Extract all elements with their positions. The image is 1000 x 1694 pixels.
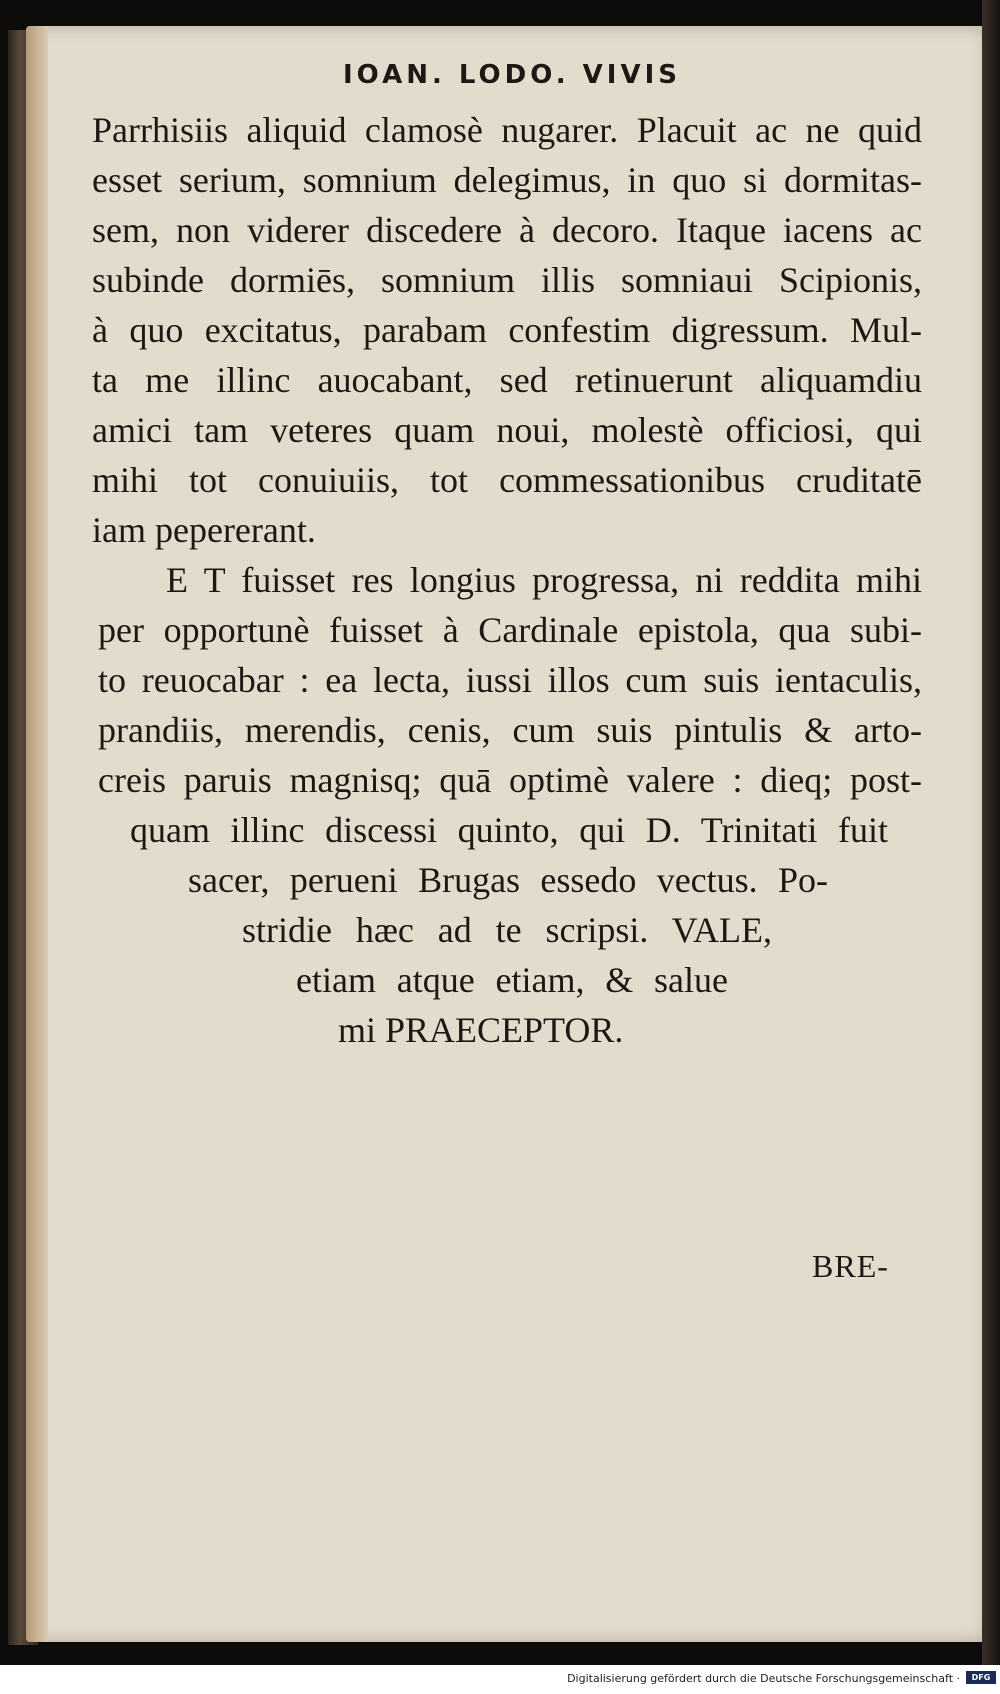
- dfg-logo: DFG: [966, 1671, 996, 1684]
- text-line: mihi tot conuiuiis, tot commessationibus cruditatē: [92, 460, 922, 500]
- text-line: creis paruis magnisq; quā optimè valere : dieq; post-: [98, 760, 922, 800]
- text-line: stridie hæc ad te scripsi. VALE,: [242, 910, 772, 950]
- text-line: Parrhisiis aliquid clamosè nugarer. Placuit ac ne quid: [92, 110, 922, 150]
- text-line: iam pepererant.: [92, 510, 316, 550]
- text-line: to reuocabar : ea lecta, iussi illos cum suis ientaculis,: [98, 660, 922, 700]
- text-line: per opportunè fuisset à Cardinale epistola, qua subi-: [98, 610, 922, 650]
- text-line: E T fuisset res longius progressa, ni reddita mihi: [166, 560, 922, 600]
- catchword: BRE-: [812, 1248, 889, 1284]
- footer-bar: [0, 1665, 1000, 1694]
- text-line: mi PRAECEPTOR.: [338, 1010, 624, 1050]
- text-line: esset serium, somnium delegimus, in quo si dormitas-: [92, 160, 922, 200]
- text-line: sem, non viderer discedere à decoro. Itaque iacens ac: [92, 210, 922, 250]
- text-line: amici tam veteres quam noui, molestè officiosi, qui: [92, 410, 922, 450]
- text-line: prandiis, merendis, cenis, cum suis pintulis & arto-: [98, 710, 922, 750]
- running-head: IOAN. LODO. VIVIS: [343, 60, 681, 90]
- text-line: subinde dormiēs, somnium illis somniaui Scipionis,: [92, 260, 922, 300]
- funding-credit: Digitalisierung gefördert durch die Deutsche Forschungsgemeinschaft ·: [567, 1672, 960, 1685]
- text-line: à quo excitatus, parabam confestim digressum. Mul-: [92, 310, 922, 350]
- text-line: ta me illinc auocabant, sed retinuerunt aliquamdiu: [92, 360, 922, 400]
- text-line: etiam atque etiam, & salue: [296, 960, 728, 1000]
- page-edge-shadow: [982, 0, 1000, 1665]
- text-line: quam illinc discessi quinto, qui D. Trinitati fuit: [130, 810, 888, 850]
- text-line: sacer, perueni Brugas essedo vectus. Po-: [188, 860, 828, 900]
